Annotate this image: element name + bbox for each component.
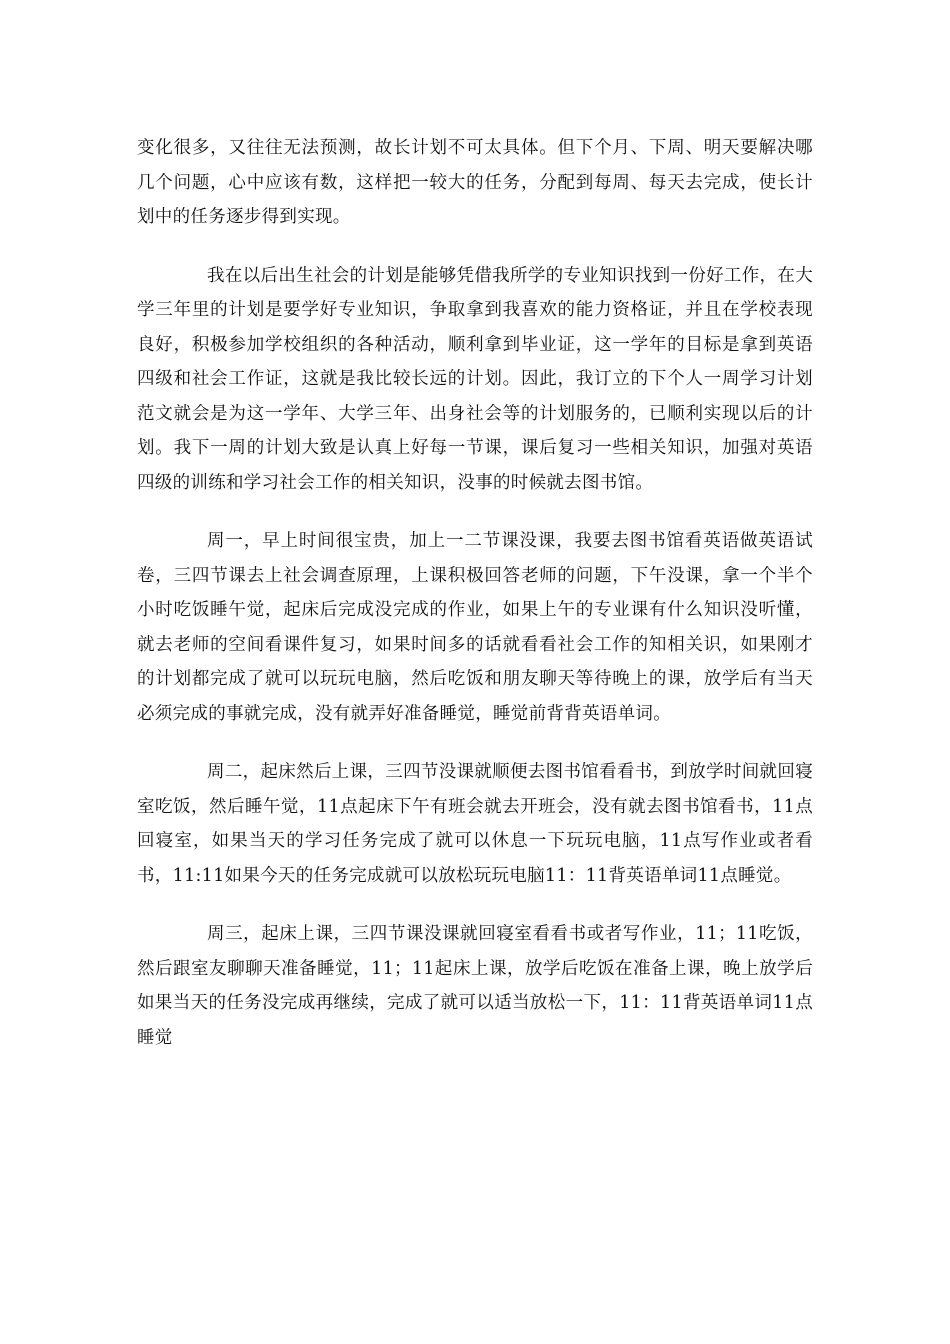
paragraph-plan-overview: 我在以后出生社会的计划是能够凭借我所学的专业知识找到一份好工作，在大学三年里的计划是要学好专业知识，争取拿到我喜欢的能力资格证，并且在学校表现良好，积极参加学校组织的各种活动，顺利拿到毕业证，这一学年的目标是拿到英语四级和社会工作证，这就是我比较长远的计划。因此，我订立的下个人一周学习计划范文就会是为这一学年、大学三年、出身社会等的计划服务的，已顺利实现以后的计划。我下一周的计划大致是认真上好每一节课，课后复习一些相关知识，加强对英语四级的训练和学习社会工作的相关知识，没事的时候就去图书馆。 xyxy=(137,265,813,493)
paragraph-monday: 周一，早上时间很宝贵，加上一二节课没课，我要去图书馆看英语做英语试卷，三四节课去上社会调查原理，上课积极回答老师的问题，下午没课，拿一个半个小时吃饭睡午觉，起床后完成没完成的作业，如果上午的专业课有什么知识没听懂，就去老师的空间看课件复习，如果时间多的话就看看社会工作的知相关识，如果刚才的计划都完成了就可以玩玩电脑，然后吃饭和朋友聊天等待晚上的课，放学后有当天必须完成的事就完成，没有就弄好准备睡觉，睡觉前背背英语单词。 xyxy=(137,531,813,724)
document-body xyxy=(137,131,813,1079)
paragraph-tuesday: 周二，起床然后上课，三四节没课就顺便去图书馆看看书，到放学时间就回寝室吃饭，然后睡午觉，11点起床下午有班会就去开班会，没有就去图书馆看书，11点回寝室，如果当天的学习任务完成了就可以休息一下玩玩电脑，11点写作业或者看书，11:11如果今天的任务完成就可以放松玩玩电脑11：11背英语单词11点睡觉。 xyxy=(137,762,813,886)
paragraph-continuation: 变化很多，又往往无法预测，故长计划不可太具体。但下个月、下周、明天要解决哪几个问题，心中应该有数，这样把一较大的任务，分配到每周、每天去完成，使长计划中的任务逐步得到实现。 xyxy=(137,138,813,227)
paragraph-wednesday: 周三，起床上课，三四节课没课就回寝室看看书或者写作业，11；11吃饭，然后跟室友聊聊天准备睡觉，11；11起床上课，放学后吃饭在准备上课，晚上放学后如果当天的任务没完成再继续，完成了就可以适当放松一下，11：11背英语单词11点睡觉 xyxy=(137,924,813,1048)
